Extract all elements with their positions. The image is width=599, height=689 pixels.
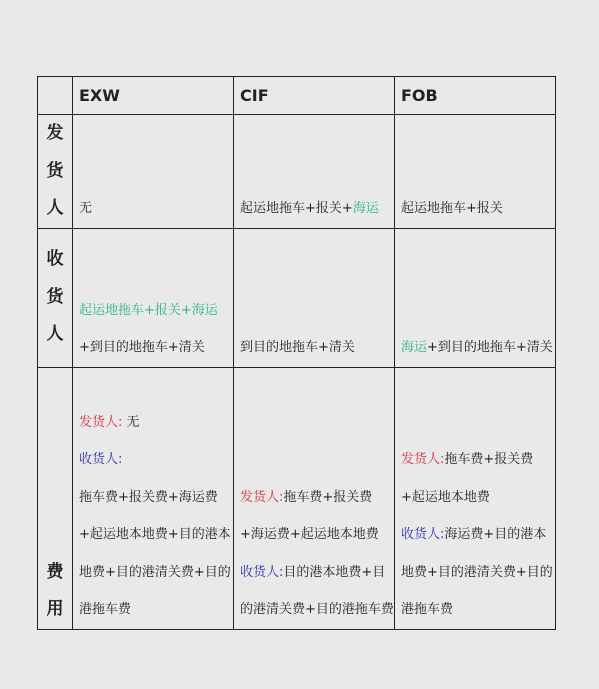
row-label-fees: 费用: [38, 367, 73, 629]
sender-label: 发货人:: [79, 414, 123, 430]
header-fob: FOB: [395, 77, 556, 115]
cell-consignee-exw: [73, 228, 234, 367]
cell-text: +到目的地拖车+清关: [427, 340, 553, 355]
receiver-value: 拖车费+报关费+海运费+起运地本地费+目的港本地费+目的港清关费+目的港拖车费: [79, 489, 231, 617]
cell-fees-fob: [395, 367, 556, 629]
table-row-consignee: [38, 228, 556, 367]
table-row-fees: [38, 367, 556, 629]
receiver-value: 海运费+目的港本地费+目的港清关费+目的港拖车费: [401, 527, 553, 617]
cell-text-highlight: 起运地拖车+报关+海运: [79, 302, 218, 318]
cell-fees-cif: [234, 367, 395, 629]
sender-label: 发货人:: [401, 452, 445, 467]
cell-text: 无: [79, 201, 93, 216]
cell-fees-exw: [73, 367, 234, 629]
incoterms-table-wrapper: [37, 76, 556, 630]
sender-value: 拖车费+报关费+起运地本地费: [401, 452, 534, 505]
incoterms-table: [37, 76, 556, 630]
cell-text-highlight: 海运: [352, 201, 379, 216]
cell-consignee-fob: [395, 228, 556, 367]
cell-text: 到目的地拖车+清关: [240, 340, 355, 355]
row-label-shipper: 发货人: [38, 115, 73, 229]
header-row: [38, 77, 556, 115]
cell-text: 起运地拖车+报关: [401, 201, 503, 216]
table-row-shipper: [38, 115, 556, 229]
cell-text-highlight: 海运: [401, 340, 428, 355]
receiver-label: 收货人:: [401, 527, 445, 542]
header-exw: EXW: [73, 77, 234, 115]
cell-shipper-fob: [395, 115, 556, 229]
sender-label: 发货人:: [240, 489, 284, 505]
cell-shipper-exw: [73, 115, 234, 229]
receiver-label: 收货人:: [79, 452, 123, 467]
receiver-label: 收货人:: [240, 564, 284, 580]
cell-consignee-cif: [234, 228, 395, 367]
cell-shipper-cif: [234, 115, 395, 229]
header-cif: CIF: [234, 77, 395, 115]
sender-value: 无: [126, 414, 140, 430]
cell-text: 起运地拖车+报关+: [240, 201, 353, 216]
row-label-consignee: 收货人: [38, 228, 73, 367]
corner-cell: [38, 77, 73, 115]
receiver-value: 目的港本地费+目的港清关费+目的港拖车费: [240, 564, 394, 617]
cell-text: +到目的地拖车+清关: [79, 340, 205, 355]
sender-value: 拖车费+报关费+海运费+起运地本地费: [240, 489, 379, 542]
